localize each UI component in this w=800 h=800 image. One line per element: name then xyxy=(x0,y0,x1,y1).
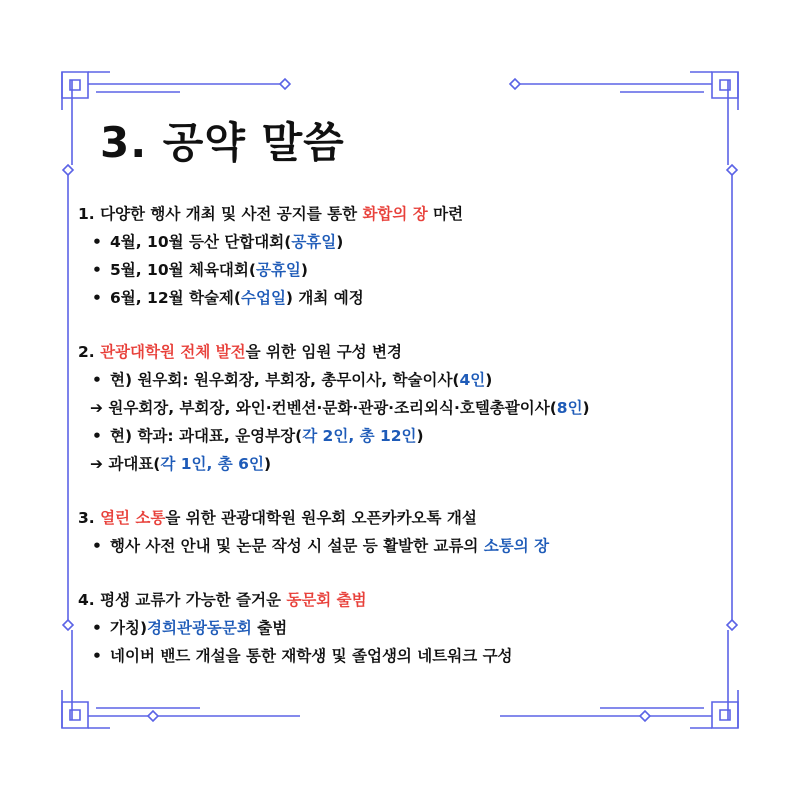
list-item-highlight: 공휴일 xyxy=(255,261,301,279)
list-item-text: 6월, 12월 학술제( xyxy=(110,289,241,307)
list-item-text: 네이버 밴드 개설을 통한 재학생 및 졸업생의 네트워크 구성 xyxy=(110,647,513,665)
list-item-text: 4월, 10월 등산 단합대회( xyxy=(110,233,292,251)
list-item xyxy=(78,532,738,560)
section2-heading-post: 을 위한 임원 구성 변경 xyxy=(245,343,402,361)
section1-heading xyxy=(78,200,738,228)
list-item-highlight: 각 1인, 총 6인 xyxy=(160,455,264,473)
list-item xyxy=(78,642,738,670)
list-item-text: ) xyxy=(300,261,308,279)
list-item xyxy=(78,228,738,256)
list-item-text: 현) 원우회: 원우회장, 부회장, 총무이사, 학술이사( xyxy=(110,371,460,389)
list-item-highlight: 각 2인, 총 12인 xyxy=(302,427,417,445)
list-item xyxy=(78,256,738,284)
list-item-change xyxy=(78,450,738,478)
section3-heading-post: 을 위한 관광대학원 원우회 오픈카카오톡 개설 xyxy=(165,509,477,527)
list-item-highlight: 경희관광동문회 xyxy=(147,619,252,637)
section2-heading-pre: 2. xyxy=(78,343,101,361)
list-item-text: ) xyxy=(582,399,590,417)
list-item-text: ) xyxy=(263,455,272,473)
list-item-highlight: 8인 xyxy=(556,399,583,417)
pledge-content xyxy=(78,200,738,670)
list-item xyxy=(78,284,738,312)
page-title: 3. 공약 말씀 xyxy=(100,118,345,167)
section4-heading-pre: 4. 평생 교류가 가능한 즐거운 xyxy=(78,591,287,609)
list-item-text: ➔ 원우회장, 부회장, 와인·컨벤션·문화·관광·조리외식·호텔총괄이사( xyxy=(90,399,557,417)
section4-highlight: 동문회 출범 xyxy=(286,591,367,609)
list-item xyxy=(78,614,738,642)
section2-heading xyxy=(78,338,738,366)
list-item-text: ) xyxy=(416,427,424,445)
list-item-highlight: 수업일 xyxy=(241,289,286,307)
section3-heading-pre: 3. xyxy=(78,509,101,527)
section1-heading-post: 마련 xyxy=(427,205,464,223)
section1-highlight: 화합의 장 xyxy=(362,205,428,223)
section3-heading xyxy=(78,504,738,532)
list-item-change xyxy=(78,394,738,422)
list-item-text: ) xyxy=(336,233,344,251)
list-item-text: ) xyxy=(485,371,493,389)
list-item xyxy=(78,366,738,394)
section2-highlight: 관광대학원 전체 발전 xyxy=(100,343,246,361)
list-item-highlight: 소통의 장 xyxy=(483,537,550,555)
list-item-text: ) 개최 예정 xyxy=(285,289,364,307)
list-item-highlight: 공휴일 xyxy=(291,233,337,251)
list-item-text: 행사 사전 안내 및 논문 작성 시 설문 등 활발한 교류의 xyxy=(110,537,484,555)
list-item-text: 출범 xyxy=(251,619,288,637)
list-item-text: 현) 학과: 과대표, 운영부장( xyxy=(110,427,303,445)
section4-heading xyxy=(78,586,738,614)
section1-heading-pre: 1. 다양한 행사 개최 및 사전 공지를 통한 xyxy=(78,205,363,223)
list-item-text: 가칭) xyxy=(110,619,148,637)
list-item-text: ➔ 과대표( xyxy=(90,455,161,473)
list-item-highlight: 4인 xyxy=(459,371,486,389)
list-item-text: 5월, 10월 체육대회( xyxy=(110,261,256,279)
list-item xyxy=(78,422,738,450)
section3-highlight: 열린 소통 xyxy=(100,509,166,527)
